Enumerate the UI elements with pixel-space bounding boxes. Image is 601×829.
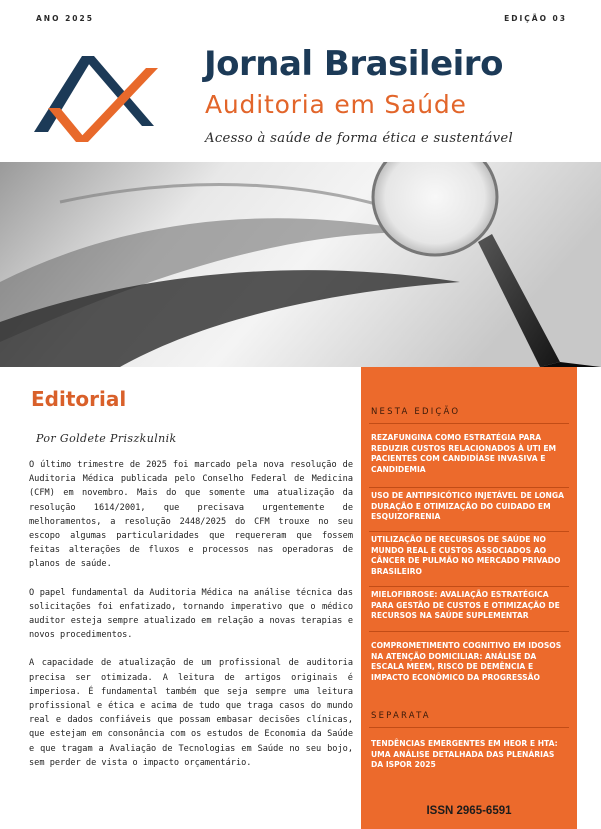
contents-item[interactable]: USO DE ANTIPSICÓTICO INJETÁVEL DE LONGA DURAÇÃO E OTIMIZAÇÃO DO CUIDADO EM ESQUIZOFRENIA xyxy=(371,491,564,522)
top-bar xyxy=(36,14,567,28)
contents-item[interactable]: UTILIZAÇÃO DE RECURSOS DE SAÚDE NO MUNDO REAL E CUSTOS ASSOCIADOS AO CÂNCER DE PULMÃO NO MERCADO PRIVADO BRASILEIRO xyxy=(371,535,561,576)
item-divider xyxy=(369,586,569,587)
contents-item[interactable]: COMPROMETIMENTO COGNITIVO EM IDOSOS NA ATENÇÃO DOMICILIAR: ANÁLISE DA ESCALA MEEM, RISCO DE DEMÊNCIA E IMPACTO ECONÔMICO DA PROGRESSÃO xyxy=(371,641,562,682)
item-divider xyxy=(369,531,569,532)
journal-title: Jornal Brasileiro xyxy=(204,44,503,84)
journal-tagline: Acesso à saúde de forma ética e sustentável xyxy=(205,131,514,146)
separata-item[interactable]: TENDÊNCIAS EMERGENTES EM HEOR E HTA: UMA ANÁLISE DETALHADA DAS PLENÁRIAS DA ISPOR 2025 xyxy=(371,739,558,770)
editorial-paragraph: O último trimestre de 2025 foi marcado pela nova resolução de Auditoria Médica publicada pelo Conselho Federal de Medicina (CFM) em novembro. Mais do que somente uma atualização da resolução 1614/2001, que precisava urgentemente de melhoramentos, a resolução 2448/2025 do CFM trouxe no seu escopo algumas particularidades que requereram que fossem feitas alterações de fluxos e processos nas operadoras de planos de saúde. xyxy=(29,460,353,570)
section-divider xyxy=(369,727,569,728)
section-label-nesta-edicao: NESTA EDIÇÃO xyxy=(371,407,461,417)
issn-label: ISSN 2965-6591 xyxy=(426,805,512,817)
contents-item[interactable]: REZAFUNGINA COMO ESTRATÉGIA PARA REDUZIR CUSTOS RELACIONADOS À UTI EM PACIENTES COM CANDIDÍASE INVASIVA E CANDIDEMIA xyxy=(371,433,557,474)
edition-label: EDIÇÃO 03 xyxy=(504,14,567,23)
editorial-paragraph: A capacidade de atualização de um profissional de auditoria precisa ser otimizada. A leitura de artigos originais é imperiosa. É fundamental também que seja sempre uma leitura profissional e ética e acima de tudo que traga casos do mundo real e dados confiáveis que possam embasar decisões clínicas, que estejam em consonância com os estudos de Economia da Saúde e que tragam a Avaliação de Tecnologias em Saúde no seu bojo, sem perder de vista o impacto orçamentário. xyxy=(29,658,353,768)
editorial-heading: Editorial xyxy=(31,387,127,411)
editorial-paragraph: O papel fundamental da Auditoria Médica na análise técnica das solicitações foi enfatizado, tornando imperativo que o médico auditor esteja sempre atualizado em relação a novas terapias e novos procedimentos. xyxy=(29,587,353,641)
contents-item[interactable]: MIELOFIBROSE: AVALIAÇÃO ESTRATÉGICA PARA GESTÃO DE CUSTOS E OTIMIZAÇÃO DE RECURSOS NA SAÚDE SUPLEMENTAR xyxy=(371,590,560,621)
magnifying-glass-photo xyxy=(0,162,601,367)
section-divider xyxy=(369,423,569,424)
year-label: ANO 2025 xyxy=(36,14,94,23)
journal-logo-icon xyxy=(30,46,164,150)
item-divider xyxy=(369,631,569,632)
contents-sidebar xyxy=(361,367,577,829)
section-label-separata: SEPARATA xyxy=(371,711,431,721)
journal-subtitle: Auditoria em Saúde xyxy=(205,90,467,119)
item-divider xyxy=(369,487,569,488)
editorial-body xyxy=(29,458,353,784)
editorial-author: Por Goldete Priszkulnik xyxy=(36,432,177,445)
